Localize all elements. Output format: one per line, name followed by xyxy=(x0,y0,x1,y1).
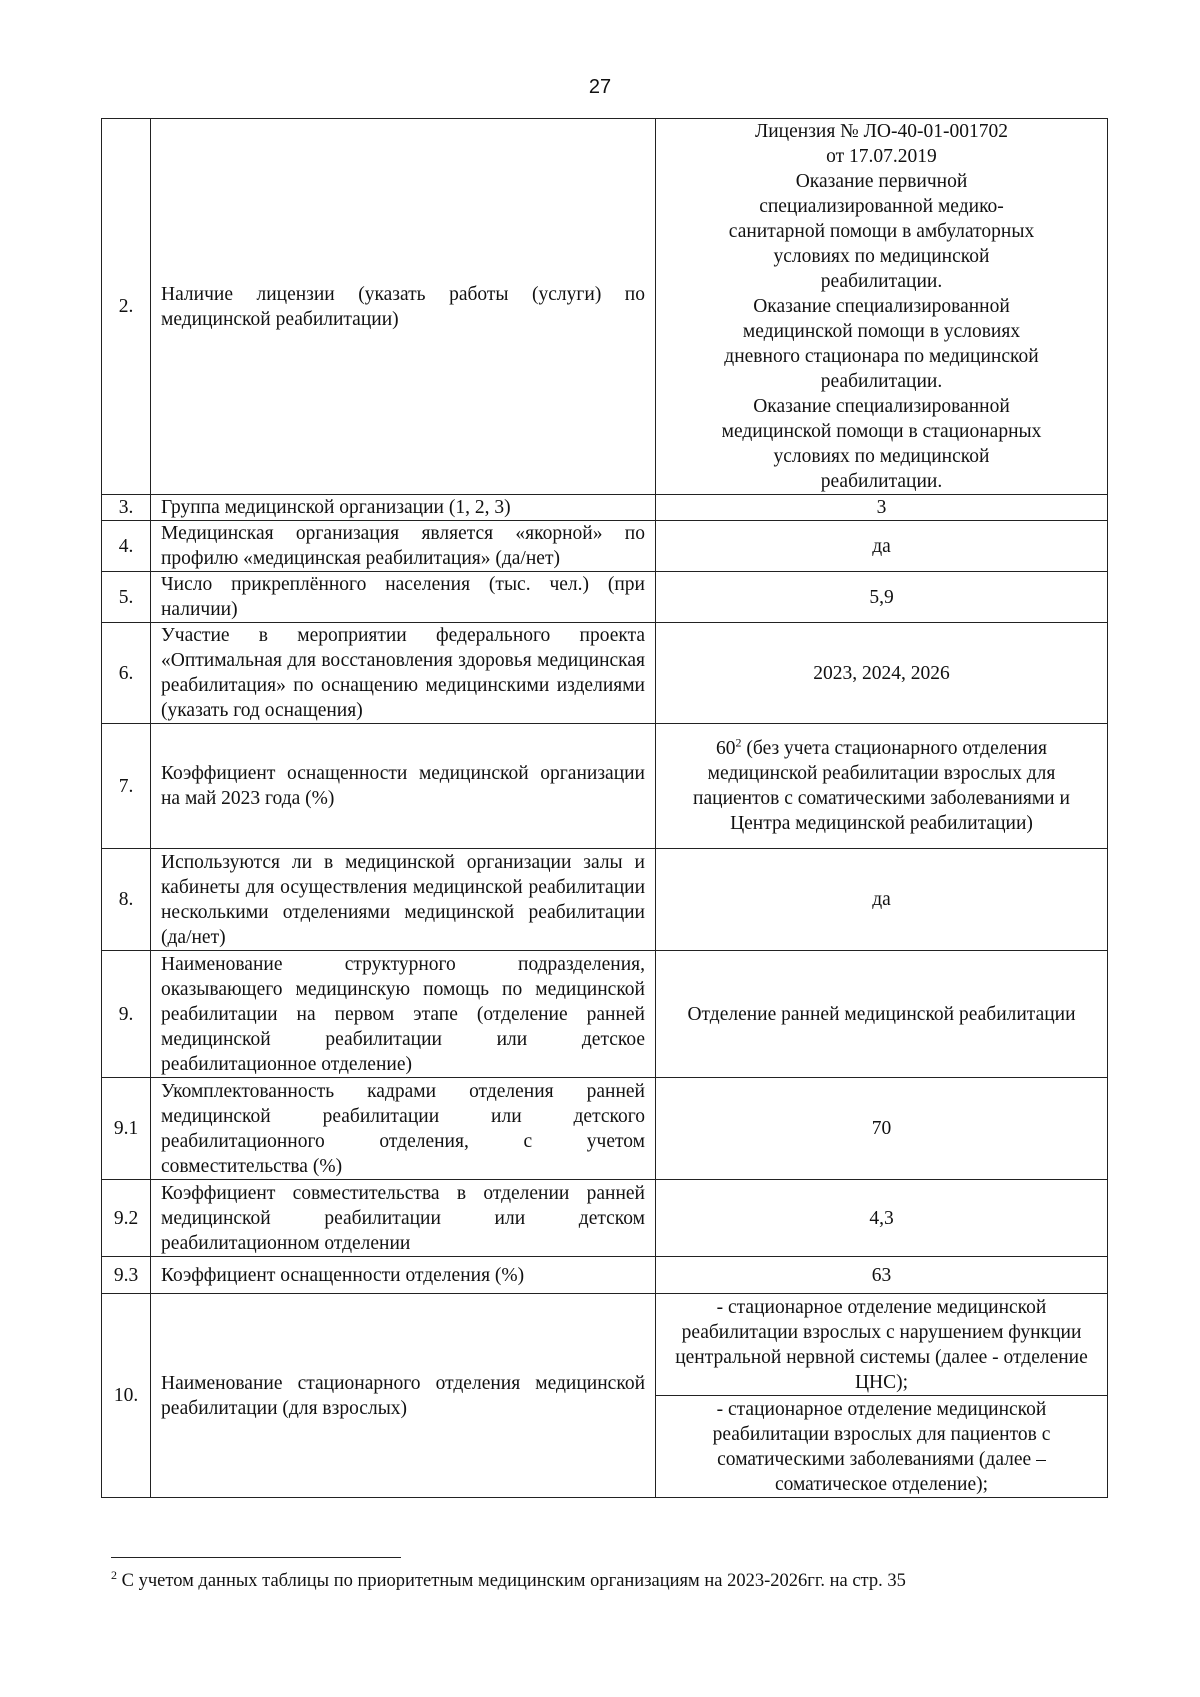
value-line: условиях по медицинской xyxy=(773,446,990,467)
rehabilitation-data-table xyxy=(101,118,1108,1498)
table-row xyxy=(102,1180,1108,1257)
value-line: Оказание первичной xyxy=(795,171,968,192)
row-value: Отделение ранней медицинской реабилитации xyxy=(656,951,1108,1078)
row-number: 6. xyxy=(102,623,151,724)
value-line: реабилитации. xyxy=(820,471,943,492)
row-value: 70 xyxy=(656,1078,1108,1180)
footnote-mark: 2 xyxy=(111,1568,117,1582)
row-description: Наименование стационарного отделения медицинской реабилитации (для взрослых) xyxy=(151,1294,656,1498)
row-value: да xyxy=(656,521,1108,572)
row-description: Используются ли в медицинской организации залы и кабинеты для осуществления медицинской реабилитации несколькими отделениями медицинской реабилитации (да/нет) xyxy=(151,849,656,951)
row-value: 63 xyxy=(656,1257,1108,1294)
table-row xyxy=(102,572,1108,623)
table-row xyxy=(102,495,1108,521)
value-line: Оказание специализированной xyxy=(753,296,1010,317)
row-description: Коэффициент совместительства в отделении ранней медицинской реабилитации или детском реабилитационном отделении xyxy=(151,1180,656,1257)
footnote-separator xyxy=(111,1557,401,1558)
table-row xyxy=(102,951,1108,1078)
row-value: да xyxy=(656,849,1108,951)
table-row xyxy=(102,119,1108,495)
value-line: от 17.07.2019 xyxy=(826,146,937,167)
row-description: Участие в мероприятии федерального проекта «Оптимальная для восстановления здоровья медицинская реабилитация» по оснащению медицинскими изделиями (указать год оснащения) xyxy=(151,623,656,724)
value-line: реабилитации. xyxy=(820,271,943,292)
value-line: Лицензия № ЛО-40-01-001702 xyxy=(755,121,1008,142)
row-number: 7. xyxy=(102,724,151,849)
table-row xyxy=(102,1257,1108,1294)
row-number: 9. xyxy=(102,951,151,1078)
row-description: Коэффициент оснащенности отделения (%) xyxy=(151,1257,656,1294)
footnote-reference: 2 xyxy=(735,735,742,750)
footnote xyxy=(111,1568,906,1592)
value-line: Оказание специализированной xyxy=(753,396,1010,417)
row-number: 5. xyxy=(102,572,151,623)
row-description: Группа медицинской организации (1, 2, 3) xyxy=(151,495,656,521)
row-description: Число прикреплённого населения (тыс. чел.) (при наличии) xyxy=(151,572,656,623)
row-number: 10. xyxy=(102,1294,151,1498)
value-line: специализированной медико- xyxy=(759,196,1004,217)
value-line: медицинской помощи в стационарных xyxy=(721,421,1042,442)
row-value xyxy=(656,724,1108,849)
row-value: 5,9 xyxy=(656,572,1108,623)
value-number: 60 xyxy=(716,738,736,759)
value-line: реабилитации. xyxy=(820,371,943,392)
value-text: (без учета стационарного отделения медицинской реабилитации взрослых для пациентов с соматическими заболеваниями и Центра медицинской реабилитации) xyxy=(693,738,1070,834)
row-description: Укомплектованность кадрами отделения ранней медицинской реабилитации или детского реабилитационного отделения, с учетом совместительства (%) xyxy=(151,1078,656,1180)
row-description: Наименование структурного подразделения, оказывающего медицинскую помощь по медицинской реабилитации на первом этапе (отделение ранней медицинской реабилитации или детское реабилитационное отделение) xyxy=(151,951,656,1078)
row-number: 9.1 xyxy=(102,1078,151,1180)
row-value: 3 xyxy=(656,495,1108,521)
row-number: 9.3 xyxy=(102,1257,151,1294)
table-row xyxy=(102,1078,1108,1180)
row-number: 2. xyxy=(102,119,151,495)
row-description: Коэффициент оснащенности медицинской организации на май 2023 года (%) xyxy=(151,724,656,849)
row-number: 9.2 xyxy=(102,1180,151,1257)
value-line: условиях по медицинской xyxy=(773,246,990,267)
row-description: Наличие лицензии (указать работы (услуги) по медицинской реабилитации) xyxy=(151,119,656,495)
row-value xyxy=(656,119,1108,495)
value-line: медицинской помощи в условиях xyxy=(742,321,1021,342)
row-number: 3. xyxy=(102,495,151,521)
row-value: 4,3 xyxy=(656,1180,1108,1257)
row-value-part-a: - стационарное отделение медицинской реабилитации взрослых с нарушением функции центральной нервной системы (далее - отделение ЦНС); xyxy=(656,1294,1108,1396)
value-line: санитарной помощи в амбулаторных xyxy=(728,221,1035,242)
row-number: 8. xyxy=(102,849,151,951)
row-number: 4. xyxy=(102,521,151,572)
row-value: 2023, 2024, 2026 xyxy=(656,623,1108,724)
page-number: 27 xyxy=(588,76,612,98)
table-row xyxy=(102,623,1108,724)
footnote-text: С учетом данных таблицы по приоритетным медицинским организациям на 2023-2026гг. на стр. 35 xyxy=(121,1571,906,1592)
table-row xyxy=(102,521,1108,572)
row-value-part-b: - стационарное отделение медицинской реабилитации взрослых для пациентов с соматическими заболеваниями (далее – соматическое отделение); xyxy=(656,1396,1108,1498)
table-row xyxy=(102,1294,1108,1396)
table-row xyxy=(102,849,1108,951)
row-description: Медицинская организация является «якорной» по профилю «медицинская реабилитация» (да/нет) xyxy=(151,521,656,572)
value-line: дневного стационара по медицинской xyxy=(724,346,1039,367)
table-row xyxy=(102,724,1108,849)
